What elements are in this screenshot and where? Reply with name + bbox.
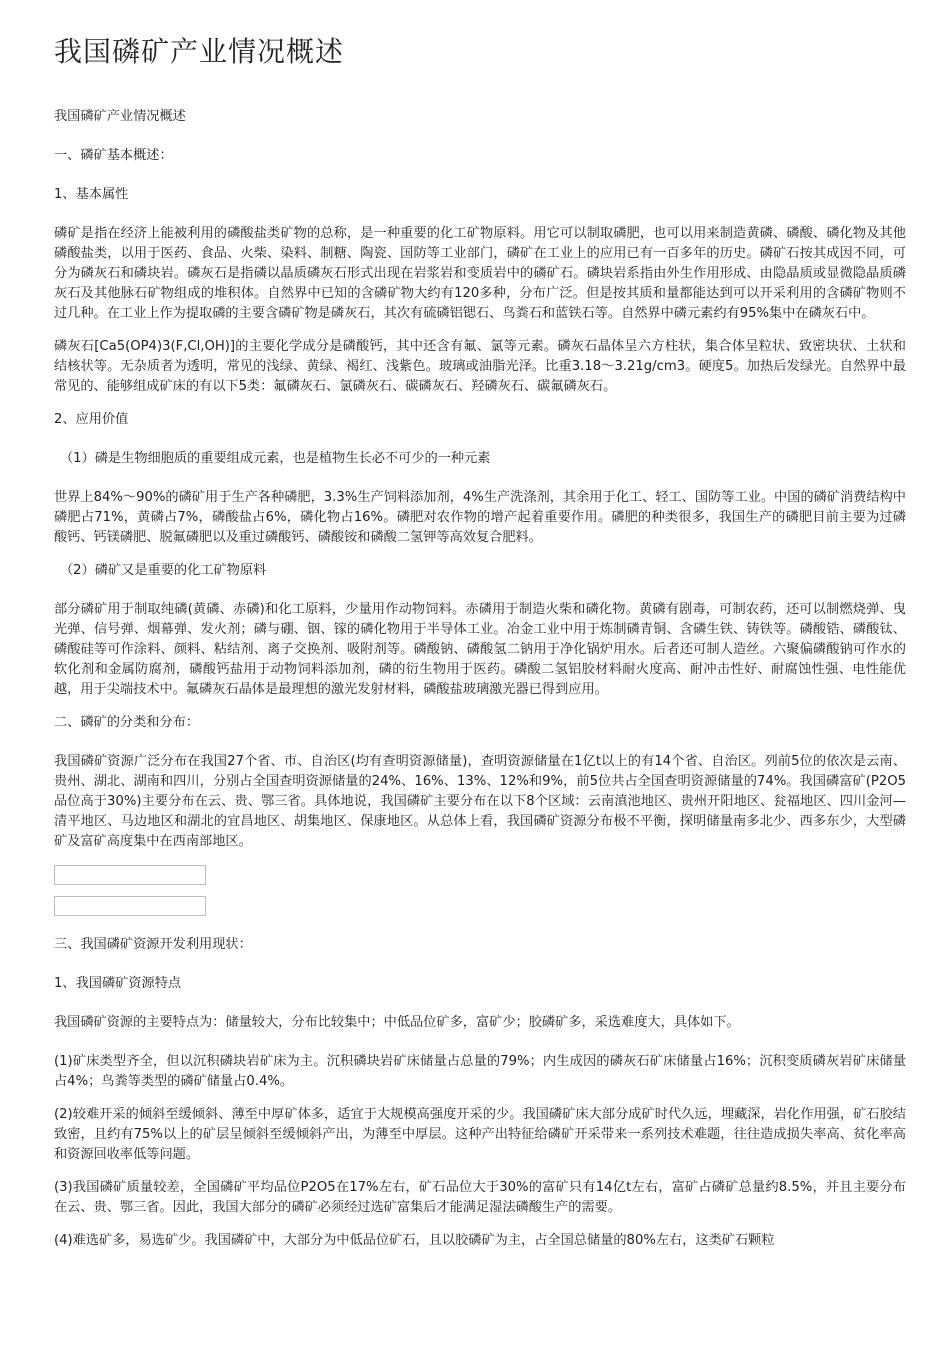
paragraph-definition: 磷矿是指在经济上能被利用的磷酸盐类矿物的总称，是一种重要的化工矿物原料。用它可以制取磷肥，也可以用来制造黄磷、磷酸、磷化物及其他磷酸盐类，以用于医药、食品、火柴、染料、制糖、陶瓷、国防等工业部门，磷矿在工业上的应用已有一百多年的历史。磷矿石按其成因不同，可分为磷灰石和磷块岩。磷灰石是指磷以晶质磷灰石形式出现在岩浆岩和变质岩中的磷矿石。磷块岩系指由外生作用形成、由隐晶质或显微隐晶质磷灰石及其他脉石矿物组成的堆积体。自然界中已知的含磷矿物大约有120多种，分布广泛。但是按其质和量都能达到可以开采利用的含磷矿物则不过几种。在工业上作为提取磷的主要含磷矿物是磷灰石，其次有硫磷铝锶石、鸟粪石和蓝铁石等。自然界中磷元素约有95%集中在磷灰石中。: [54, 226, 906, 321]
paragraph-chemical-uses: 部分磷矿用于制取纯磷(黄磷、赤磷)和化工原料，少量用作动物饲料。赤磷用于制造火柴和磷化物。黄磷有剧毒，可制农药，还可以制燃烧弹、曳光弹、信号弹、烟幕弹、发火剂；磷与硼、铟、镓的磷化物用于半导体工业。冶金工业中用于炼制磷青铜、含磷生铁、铸铁等。磷酸锆、磷酸钛、磷酸硅等可作涂料、颜料、粘结剂、离子交换剂、吸附剂等。磷酸钠、磷酸氢二钠用于净化锅炉用水。后者还可制人造丝。六聚偏磷酸钠可作水的软化剂和金属防腐剂，磷酸钙盐用于动物饲料添加剂，磷的衍生物用于医药。磷酸二氢铝胶材料耐火度高、耐冲击性好、耐腐蚀性强、电性能优越，用于尖端技术中。氟磷灰石晶体是最理想的激光发射材料，磷酸盐玻璃激光器已得到应用。: [54, 602, 906, 697]
document-title: 我国磷矿产业情况概述: [54, 35, 345, 68]
paragraph-ore-quality: (3)我国磷矿质量较差，全国磷矿平均品位P2O5在17%左右，矿石品位大于30%的富矿只有14亿t左右，富矿占磷矿总量约8.5%，并且主要分布在云、贵、鄂三省。因此，我国大部分的磷矿必须经过选矿富集后才能满足湿法磷酸生产的需要。: [54, 1180, 906, 1215]
paragraph-deposit-types: (1)矿床类型齐全，但以沉积磷块岩矿床为主。沉积磷块岩矿床储量占总量的79%；内生成因的磷灰石矿床储量占16%；沉积变质磷灰岩矿床储量占4%；鸟粪等类型的磷矿储量占0.4%。: [54, 1054, 906, 1089]
paragraph-distribution: 我国磷矿资源广泛分布在我国27个省、市、自治区(均有查明资源储量)，查明资源储量在1亿t以上的有14个省、自治区。列前5位的依次是云南、贵州、湖北、湖南和四川，分别占全国查明资源储量的24%、16%、13%、12%和9%，前5位共占全国查明资源储量的74%。我国磷富矿(P2O5品位高于30%)主要分布在云、贵、鄂三省。具体地说，我国磷矿主要分布在以下8个区域：云南滇池地区、贵州开阳地区、瓮福地区、四川金河—清平地区、马边地区和湖北的宜昌地区、胡集地区、保康地区。从总体上看，我国磷矿资源分布极不平衡，探明储量南多北少、西多东少，大型磷矿及富矿高度集中在西南部地区。: [54, 754, 906, 849]
subsection-heading-value: 2、应用价值: [54, 412, 129, 427]
document-body: [54, 107, 906, 1264]
section-heading-distribution: 二、磷矿的分类和分布：: [54, 715, 200, 730]
subsection-heading-properties: 1、基本属性: [54, 187, 129, 202]
subsection-heading-characteristics: 1、我国磷矿资源特点: [54, 976, 182, 991]
paragraph-apatite: 磷灰石[Ca5(OP4)3(F,Cl,OH)]的主要化学成分是磷酸钙，其中还含有氟、氯等元素。磷灰石晶体呈六方柱状，集合体呈粒状、致密块状、土状和结核状等。无杂质者为透明，常见的浅绿、黄绿、褐红、浅紫色。玻璃或油脂光泽。比重3.18～3.21g/cm3。硬度5。加热后发绿光。自然界中最常见的、能够组成矿床的有以下5类：氟磷灰石、氯磷灰石、碳磷灰石、羟磷灰石、碳氟磷灰石。: [54, 339, 906, 394]
section-heading-overview: 一、磷矿基本概述：: [54, 148, 173, 163]
image-placeholder-box: [54, 865, 206, 885]
point-heading-biology: （1）磷是生物细胞质的重要组成元素，也是植物生长必不可少的一种元素: [60, 451, 491, 466]
image-placeholder-box: [54, 896, 206, 916]
point-heading-chemical: （2）磷矿又是重要的化工矿物原料: [60, 563, 267, 578]
paragraph-characteristics-summary: 我国磷矿资源的主要特点为：储量较大，分布比较集中；中低品位矿多，富矿少；胶磷矿多，采选难度大，具体如下。: [54, 1015, 740, 1030]
paragraph-fertilizer: 世界上84%～90%的磷矿用于生产各种磷肥，3.3%生产饲料添加剂，4%生产洗涤剂，其余用于化工、轻工、国防等工业。中国的磷矿消费结构中磷肥占71%，黄磷占7%，磷酸盐占6%，磷化物占16%。磷肥对农作物的增产起着重要作用。磷肥的种类很多，我国生产的磷肥目前主要为过磷酸钙、钙镁磷肥、脱氟磷肥以及重过磷酸钙、磷酸铵和磷酸二氢钾等高效复合肥料。: [54, 490, 906, 545]
intro-heading: 我国磷矿产业情况概述: [54, 109, 186, 124]
section-heading-development: 三、我国磷矿资源开发利用现状：: [54, 937, 252, 952]
paragraph-mining-difficulty: (2)较难开采的倾斜至缓倾斜、薄至中厚矿体多，适宜于大规模高强度开采的少。我国磷矿床大部分成矿时代久远，埋藏深，岩化作用强，矿石胶结致密，且约有75%以上的矿层呈倾斜至缓倾斜产出，为薄至中厚层。这种产出特征给磷矿开采带来一系列技术难题，往往造成损失率高、贫化率高和资源回收率低等问题。: [54, 1107, 906, 1162]
paragraph-beneficiation: (4)难选矿多，易选矿少。我国磷矿中，大部分为中低品位矿石，且以胶磷矿为主，占全国总储量的80%左右，这类矿石颗粒: [54, 1233, 775, 1248]
